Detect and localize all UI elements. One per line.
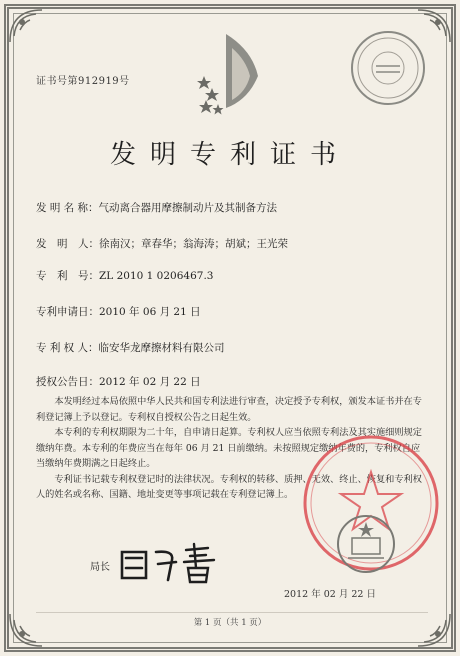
- field-label: 专 利 权 人：: [36, 342, 99, 354]
- field-value: ZL 2010 1 0206467.3: [99, 270, 214, 282]
- body-paragraph: 专利证书记载专利权登记时的法律状况。专利权的转移、质押、无效、终止、恢复和专利权人的姓名或名称、国籍、地址变更等事项记载在专利登记簿上。: [36, 473, 422, 500]
- field-patentee: [36, 340, 225, 355]
- field-label: 发 明 人：: [36, 238, 99, 250]
- certificate-number: 证书号第912919号: [36, 76, 130, 87]
- field-label: 专利申请日：: [36, 306, 99, 318]
- patent-office-emblem: [196, 30, 266, 120]
- director-label: 局长: [90, 562, 110, 573]
- issue-date: 2012 年 02 月 22 日: [284, 589, 376, 600]
- field-invention-name: [36, 200, 277, 215]
- body-paragraph: 本专利的专利权期限为二十年，自申请日起算。专利权人应当依照专利法及其实施细则规定缴纳年费。本专利的年费应当在每年 06 月 21 日前缴纳。未按照规定缴纳年费的，专利权自应当缴纳年费期满之日起终止。: [36, 427, 422, 469]
- field-value: 2012 年 02 月 22 日: [99, 376, 201, 388]
- director-signature: [116, 538, 236, 588]
- field-patent-number: [36, 268, 213, 283]
- field-value: 气动离合器用摩擦制动片及其制备方法: [98, 202, 278, 214]
- field-label: 发 明 名 称：: [36, 202, 99, 214]
- national-emblem: [334, 512, 398, 576]
- certificate-title: 发明专利证书: [109, 140, 350, 170]
- field-value: 临安华龙摩擦材料有限公司: [98, 342, 225, 354]
- field-value: 徐南汉；章春华；翁海涛；胡斌；王光荣: [99, 238, 288, 250]
- registration-seal-top: [348, 28, 428, 108]
- field-label: 专 利 号：: [36, 270, 99, 282]
- corner-ornament-top-left: [6, 6, 46, 46]
- footer-divider: [36, 612, 428, 613]
- field-grant-date: [36, 374, 201, 389]
- field-inventors: [36, 236, 288, 251]
- page-number: 第 1 页（共 1 页）: [193, 618, 267, 628]
- body-paragraph: 本发明经过本局依照中华人民共和国专利法进行审查，决定授予专利权，颁发本证书并在专利登记簿上予以登记。专利权自授权公告之日起生效。: [36, 396, 422, 423]
- field-label: 授权公告日：: [36, 376, 99, 388]
- field-value: 2010 年 06 月 21 日: [99, 306, 201, 318]
- field-filing-date: [36, 304, 201, 319]
